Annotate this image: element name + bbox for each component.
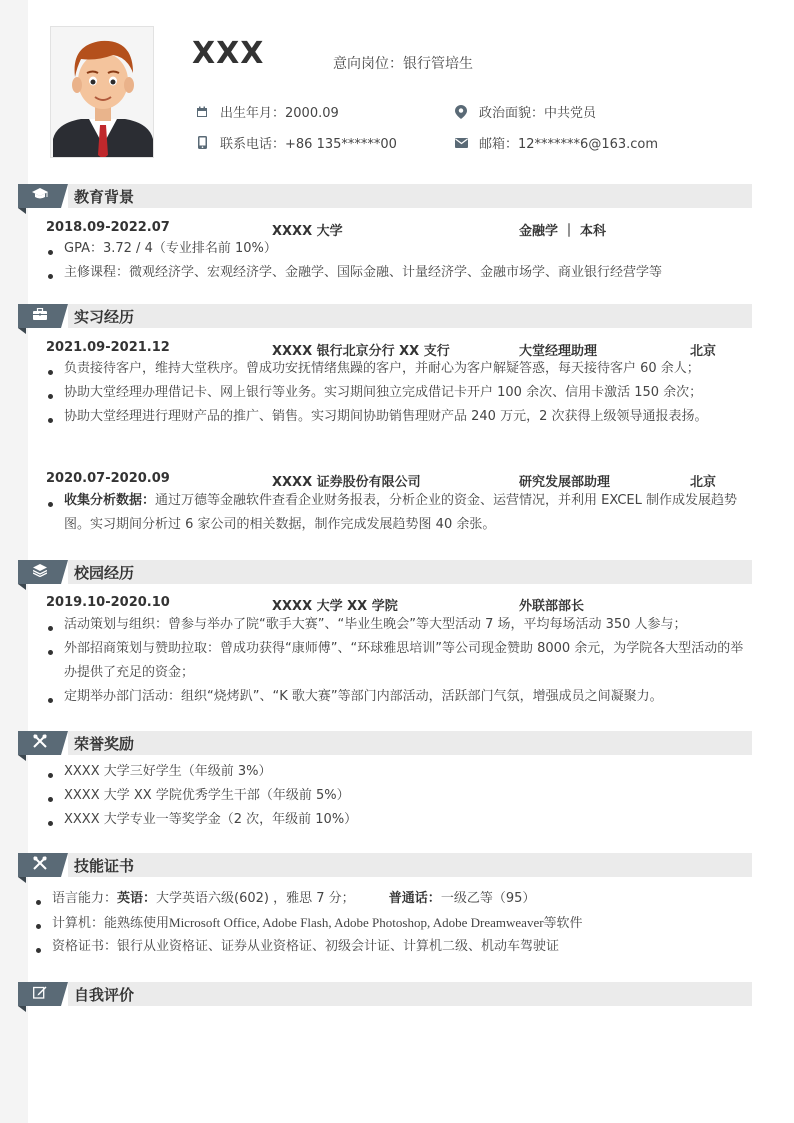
list-item: XXXX 大学 XX 学院优秀学生干部（年级前 5%）: [46, 784, 746, 808]
phone-info: [194, 133, 397, 152]
layers-icon: [33, 564, 47, 581]
mail-icon: [453, 135, 469, 151]
edit-icon: [33, 985, 47, 1003]
section-honors: [18, 731, 752, 755]
list-item: 负责接待客户，维持大堂秩序。曾成功安抚情绪焦躁的客户，并耐心为客户解疑答惑，每天接待客户 60 余人；: [46, 357, 746, 381]
job-period: 2020.07-2020.09: [46, 471, 170, 486]
section-title: 自我评价: [74, 986, 135, 1004]
email-info: [453, 133, 658, 152]
list-item: GPA：3.72 / 4（专业排名前 10%）: [46, 237, 746, 261]
section-title: 荣誉奖励: [74, 735, 135, 753]
list-item: 协助大堂经理办理借记卡、网上银行等业务。实习期间独立完成借记卡开户 100 余次、信用卡激活 150 余次；: [46, 381, 746, 405]
list-item: [46, 489, 746, 537]
section-internship: [18, 304, 752, 328]
english-label: 英语：: [117, 891, 157, 906]
list-item: [34, 887, 734, 911]
edu-period: 2018.09-2022.07: [46, 220, 170, 235]
graduation-cap-icon: [32, 188, 48, 204]
tools-icon: [33, 734, 47, 752]
politics-info: [453, 102, 596, 121]
list-item: 主修课程：微观经济学、宏观经济学、金融学、国际金融、计量经济学、金融市场学、商业银行经营学等: [46, 261, 746, 285]
section-title: 教育背景: [74, 188, 135, 206]
job-role: 大堂经理助理: [519, 344, 598, 359]
job-city: 北京: [690, 475, 717, 490]
job-city: 北京: [690, 344, 717, 359]
job-role: 研究发展部助理: [519, 475, 611, 490]
email-text: 邮箱：12*******6@163.com: [479, 137, 659, 152]
list-item: XXXX 大学专业一等奖学金（2 次，年级前 10%）: [46, 808, 746, 832]
computer-software: Microsoft Office, Adobe Flash, Adobe Photoshop, Adobe Dreamweaver: [169, 915, 544, 930]
section-title: 技能证书: [74, 857, 135, 875]
list-item: XXXX 大学三好学生（年级前 3%）: [46, 760, 746, 784]
list-item: 定期举办部门活动：组织“烧烤趴”、“K 歌大赛”等部门内部活动，活跃部门气氛，增强成员之间凝聚力。: [46, 685, 746, 709]
job-period: 2021.09-2021.12: [46, 340, 170, 355]
section-title: 校园经历: [74, 564, 135, 582]
job-org: XXXX 银行北京分行 XX 支行: [272, 344, 450, 359]
mandarin-label: 普通话：: [388, 891, 441, 906]
list-item: 协助大堂经理进行理财产品的推广、销售。实习期间协助销售理财产品 240 万元，2 次获得上级领导通报表扬。: [46, 405, 746, 429]
edu-school: XXXX 大学: [272, 224, 343, 239]
section-title: 实习经历: [74, 308, 135, 326]
job-org: XXXX 证券股份有限公司: [272, 475, 421, 490]
section-self-evaluation: [18, 982, 752, 1006]
computer-suffix: 等软件: [543, 916, 583, 931]
mandarin-text: 一级乙等（95）: [440, 891, 536, 906]
avatar: [50, 26, 154, 158]
skill-label: 语言能力：: [52, 891, 118, 906]
campus-role: 外联部部长: [519, 599, 585, 614]
section-campus: [18, 560, 752, 584]
campus-org: XXXX 大学 XX 学院: [272, 599, 398, 614]
section-education: [18, 184, 752, 208]
list-item: 外部招商策划与赞助拉取：曾成功获得“康师傅”、“环球雅思培训”等公司现金赞助 8000 余元，为学院各大型活动的举办提供了充足的资金；: [46, 637, 746, 685]
birth-text: 出生年月：2000.09: [220, 106, 339, 121]
tools-icon: [33, 856, 47, 874]
birth-info: [194, 102, 339, 121]
bullet-label: 收集分析数据：: [64, 493, 156, 508]
phone-icon: [194, 135, 210, 151]
campus-period: 2019.10-2020.10: [46, 595, 170, 610]
location-pin-icon: [453, 104, 469, 120]
english-text: 大学英语六级(602) ，雅思 7 分；: [156, 891, 355, 906]
candidate-name: XXX: [192, 36, 265, 71]
politics-text: 政治面貌：中共党员: [479, 106, 597, 121]
job-intent: 意向岗位：银行管培生: [333, 56, 473, 72]
list-item: 资格证书：银行从业资格证、证券从业资格证、初级会计证、计算机二级、机动车驾驶证: [34, 935, 734, 959]
phone-text: 联系电话：+86 135******00: [220, 137, 397, 152]
list-item: 活动策划与组织：曾参与举办了院“歌手大赛”、“毕业生晚会”等大型活动 7 场，平均每场活动 350 人参与；: [46, 613, 746, 637]
bullet-text: 通过万德等金融软件查看企业财务报表，分析企业的资金、运营情况，并利用 EXCEL 制作成发展趋势图。实习期间分析过 6 家公司的相关数据，制作完成发展趋势图 40 余张。: [64, 493, 737, 532]
briefcase-icon: [33, 308, 47, 324]
section-skills: [18, 853, 752, 877]
computer-label: 计算机：能熟练使用: [52, 916, 170, 931]
calendar-icon: [194, 104, 210, 120]
list-item: [34, 911, 734, 936]
edu-major: 金融学 ｜ 本科: [519, 224, 607, 239]
